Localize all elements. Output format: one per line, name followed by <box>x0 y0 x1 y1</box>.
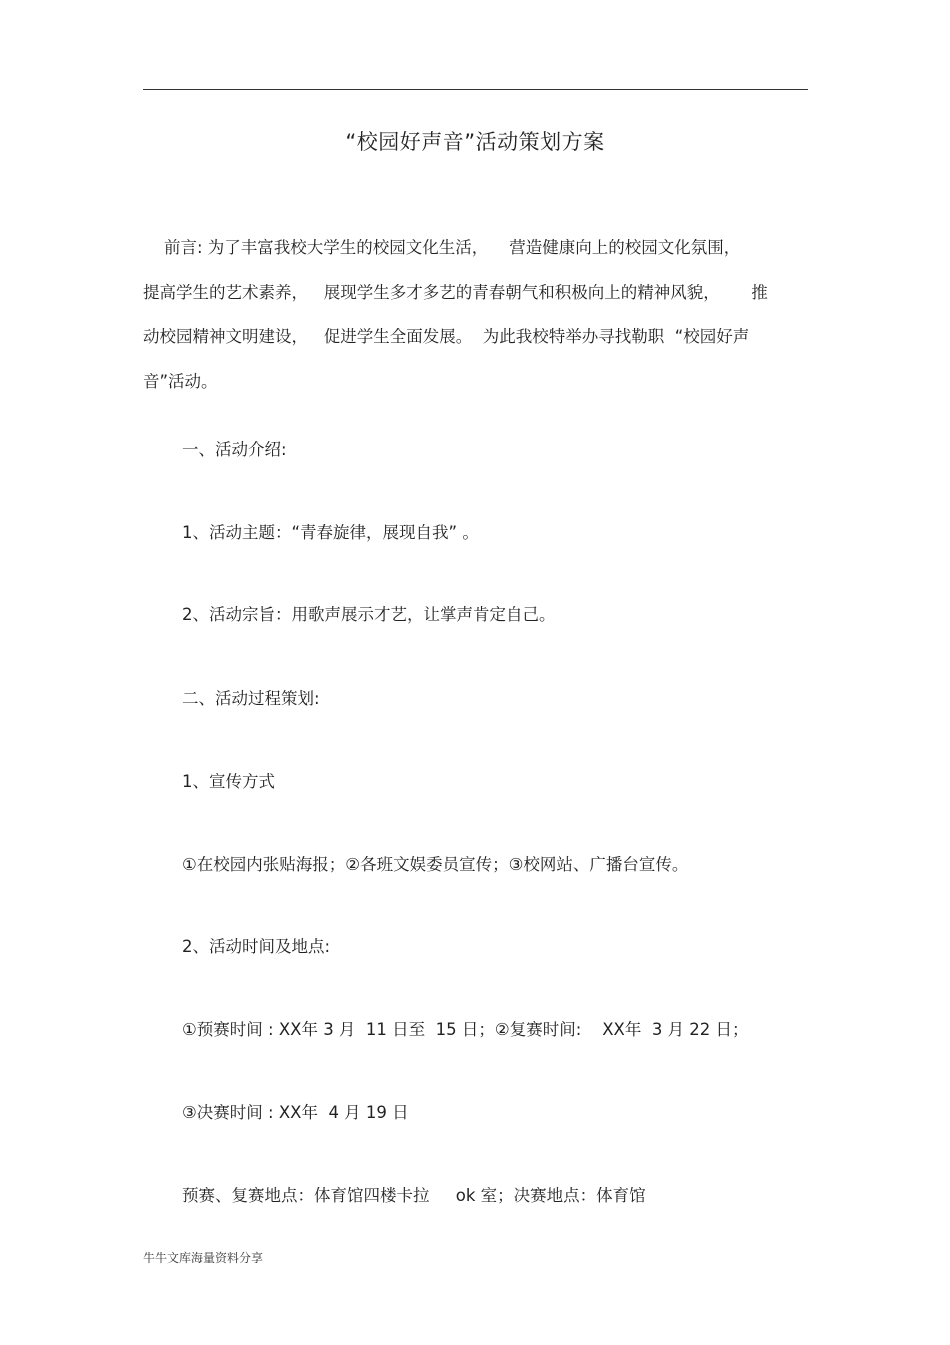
activity-theme: 1、活动主题：“青春旋律，展现自我” 。 <box>182 523 479 542</box>
schedule-line-1: ①预赛时间 : XX年 3 月 11 日至 15 日；②复赛时间: XX年 3 月 22 日； <box>182 1020 749 1039</box>
footer-text: 牛牛文库海量资料分享 <box>143 1251 264 1265</box>
section-2-heading: 二、活动过程策划: <box>182 689 320 708</box>
time-place-heading: 2、活动时间及地点: <box>182 937 331 956</box>
schedule-line-2: ③决赛时间 : XX年 4 月 19 日 <box>182 1103 409 1122</box>
activity-purpose: 2、活动宗旨：用歌声展示才艺，让掌声肯定自己。 <box>182 605 556 624</box>
section-1-heading: 一、活动介绍: <box>182 440 287 459</box>
venue-line: 预赛、复赛地点：体育馆四楼卡拉 ok 室；决赛地点：体育馆 <box>182 1186 646 1205</box>
promotion-detail: ①在校园内张贴海报；②各班文娱委员宣传；③校网站、广播台宣传。 <box>182 855 689 874</box>
intro-line: 前言: 为了丰富我校大学生的校园文化生活， 营造健康向上的校园文化氛围， <box>143 238 741 257</box>
intro-paragraph <box>143 226 806 404</box>
intro-line: 音”活动。 <box>143 371 218 391</box>
intro-line: 动校园精神文明建设， 促进学生全面发展。 为此我校特举办寻找勒职 “校园好声 <box>143 327 750 346</box>
promotion-heading: 1、宣传方式 <box>182 772 275 791</box>
header-rule <box>143 89 808 90</box>
intro-line: 提高学生的艺术素养， 展现学生多才多艺的青春朝气和积极向上的精神风貌， 推 <box>143 282 768 302</box>
document-title: “校园好声音”活动策划方案 <box>345 130 605 154</box>
